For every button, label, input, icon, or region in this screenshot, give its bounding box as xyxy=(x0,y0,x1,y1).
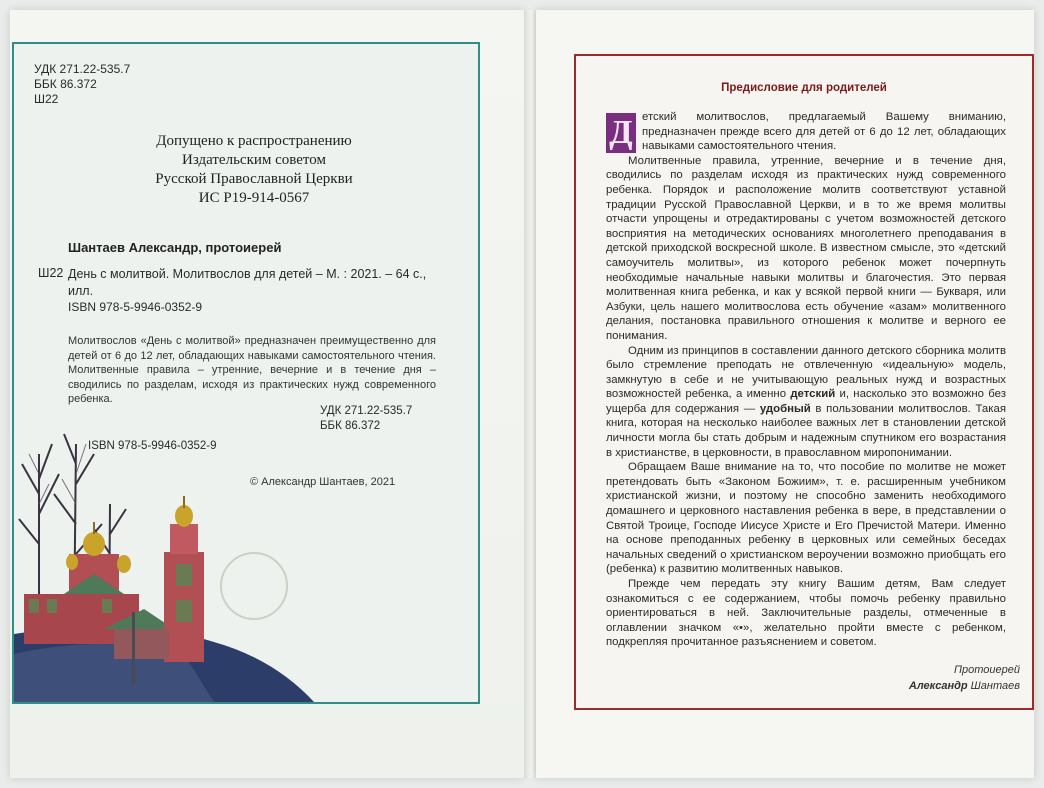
approval-line-3: Русской Православной Церкви xyxy=(155,171,353,187)
approval-line-1: Допущено к распространению xyxy=(156,133,352,149)
udk-top-block xyxy=(34,62,130,107)
paragraph-1-text: етский молитвослов, предлагаемый Вашему вниманию, предназначен прежде всего для детей от 6 до 12 лет, обладающих навыками самостоятельного чтения. xyxy=(642,111,1006,153)
biblio-line-2: илл. xyxy=(68,284,94,298)
paragraph-3-part-b: и, насколько это возможно без ущерба для содержания — xyxy=(606,388,1006,415)
isbn-bottom: ISBN 978-5-9946-0352-9 xyxy=(88,440,217,452)
paragraph-3 xyxy=(606,344,1006,461)
annotation-text: Молитвослов «День с молитвой» предназначен преимущественно для детей от 6 до 12 лет, обладающих навыками самостоятельного чтения. Молитвенные правила – утренние, вечерние и в течение дня – сводились по разделам, исходя из практических нужд современного ребенка. xyxy=(68,335,436,405)
bbk-code: ББК 86.372 xyxy=(34,77,97,91)
signature-role: Протоиерей xyxy=(954,664,1020,676)
approval-line-2: Издательским советом xyxy=(181,152,327,168)
signature-last-name: Шантаев xyxy=(967,680,1020,692)
bibliographic-entry xyxy=(68,266,438,300)
udk-bottom-block xyxy=(320,404,412,434)
book-spine xyxy=(524,10,536,778)
signature-first-name: Александр xyxy=(908,680,968,692)
paragraph-2: Молитвенные правила, утренние, вечерние и в течение дня, сводились по разделам исходя из практических нужд современного ребенка. Порядок и расположение молитв соответствуют уставной традиции Русской Православной Церкви, и в то же время молитвы отчасти упрощены и отредактированы с учетом возможностей детского восприятия на методических основаниях многолетнего преподавания в детской приходской воскресной школе. В известном смысле, это «детский самоучитель молитвы», из которого ребенок может почерпнуть необходимые начальные навыки молитвы и благочестия. Это первая молитвенная книга ребенка, и как у всякой первой книги — Букваря, или Азбуки, цель нашего молитвослова есть обучение «азам» молитвенного делания, постановка правильного отношения к молитве и верного ее понимания. xyxy=(606,154,1006,342)
paragraph-3-part-a: Одним из принципов в составлении данного детского сборника молитв было стремление преподать не отвлеченную «идеальную» модель, замкнутую в себе и не учитывающую реальных нужд и возрастных возможностей ребенка, а именно xyxy=(606,344,1006,401)
udk-code-bottom: УДК 271.22-535.7 xyxy=(320,405,413,417)
paragraph-5: Прежде чем передать эту книгу Вашим детям, Вам следует ознакомиться с ее содержанием, чтобы помочь ребенку правильно ориентироваться в ней. Заключительные разделы, отмеченные в оглавлении значком «•», желательно пройти вместе с ребенком, подкрепляя прочитанное разъяснением и советом. xyxy=(606,578,1006,649)
catalog-code: Ш22 xyxy=(38,266,64,280)
dropcap-letter: Д xyxy=(606,113,636,153)
author-name: Шантаев Александр, протоиерей xyxy=(68,240,282,255)
bbk-code-bottom: ББК 86.372 xyxy=(320,420,381,432)
church-illustration xyxy=(14,384,314,702)
paragraph-1 xyxy=(606,110,1006,154)
approval-number: ИС Р19-914-0567 xyxy=(198,190,310,206)
paragraph-3-part-c: в пользовании молитвослов. Такая книга, которая на несколько наиболее важных лет в становлении детской личности могла бы стать добрым и надежным спутником его возрастания в христианстве, в церковности, в православном миропонимании. xyxy=(606,402,1007,459)
preface-body xyxy=(606,110,1006,650)
imprint-page-frame xyxy=(12,42,480,704)
preface-title: Предисловие для родителей xyxy=(721,82,887,94)
bold-word-udobny: удобный xyxy=(759,402,811,415)
paragraph-4: Обращаем Ваше внимание на то, что пособие по молитве не может претендовать быть «Законом Божиим», т. е. расширенным учебником христианской жизни, и поэтому не способно заменить необходимого домашнего и церковного наставления ребенка в вере, в представлении о Святой Троице, Господе Иисусе Христе и Его Пречистой Матери. Именно на основе преподанных ребенку в церковных или семейных беседах начальных сведений о христианском вероучении возможно приобщать его (ребенка) к развитию молитвенных навыков. xyxy=(606,461,1006,576)
approval-block xyxy=(144,132,364,208)
isbn-main: ISBN 978-5-9946-0352-9 xyxy=(68,300,203,314)
biblio-line-1: День с молитвой. Молитвослов для детей – М. : 2021. – 64 с., xyxy=(68,267,427,281)
preface-page-frame xyxy=(574,54,1034,710)
udk-code: УДК 271.22-535.7 xyxy=(34,62,131,76)
bold-word-detsky: детский xyxy=(790,388,836,401)
signature-name xyxy=(909,680,1020,692)
author-mark: Ш22 xyxy=(34,92,59,106)
copyright-notice: © Александр Шантаев, 2021 xyxy=(250,476,396,488)
